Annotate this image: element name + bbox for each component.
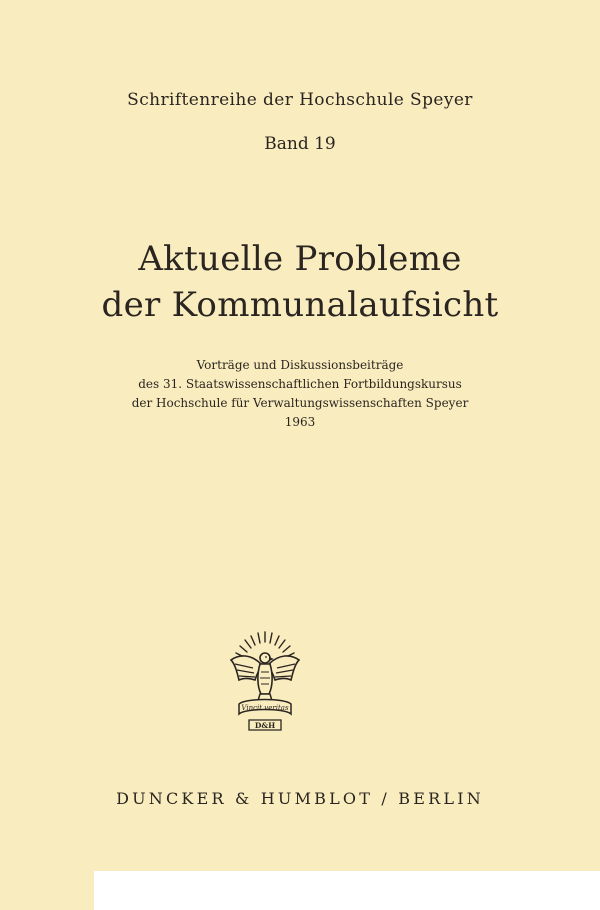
subtitle-line-3: der Hochschule für Verwaltungswissenschaften Speyer [131,396,469,410]
eagle-emblem-icon [227,628,303,734]
emblem-motto: Vincit veritas [241,704,289,712]
publisher-imprint: DUNCKER & HUMBLOT / BERLIN [116,789,484,808]
series-name: Schriftenreihe der Hochschule Speyer [127,90,473,110]
emblem-mark: D&H [254,721,276,730]
title-line-2: der Kommunalaufsicht [101,285,499,325]
bottom-left-cover-tab [0,871,94,910]
bottom-margin-strip [0,871,600,910]
subtitle-line-2: des 31. Staatswissenschaftlichen Fortbildungskursus [138,377,462,391]
subtitle-year: 1963 [284,415,316,429]
book-title [0,236,600,328]
volume-number: Band 19 [264,134,336,154]
title-line-1: Aktuelle Probleme [138,239,462,279]
subtitle-line-1: Vorträge und Diskussionsbeiträge [196,358,404,372]
book-subtitle [0,356,600,432]
